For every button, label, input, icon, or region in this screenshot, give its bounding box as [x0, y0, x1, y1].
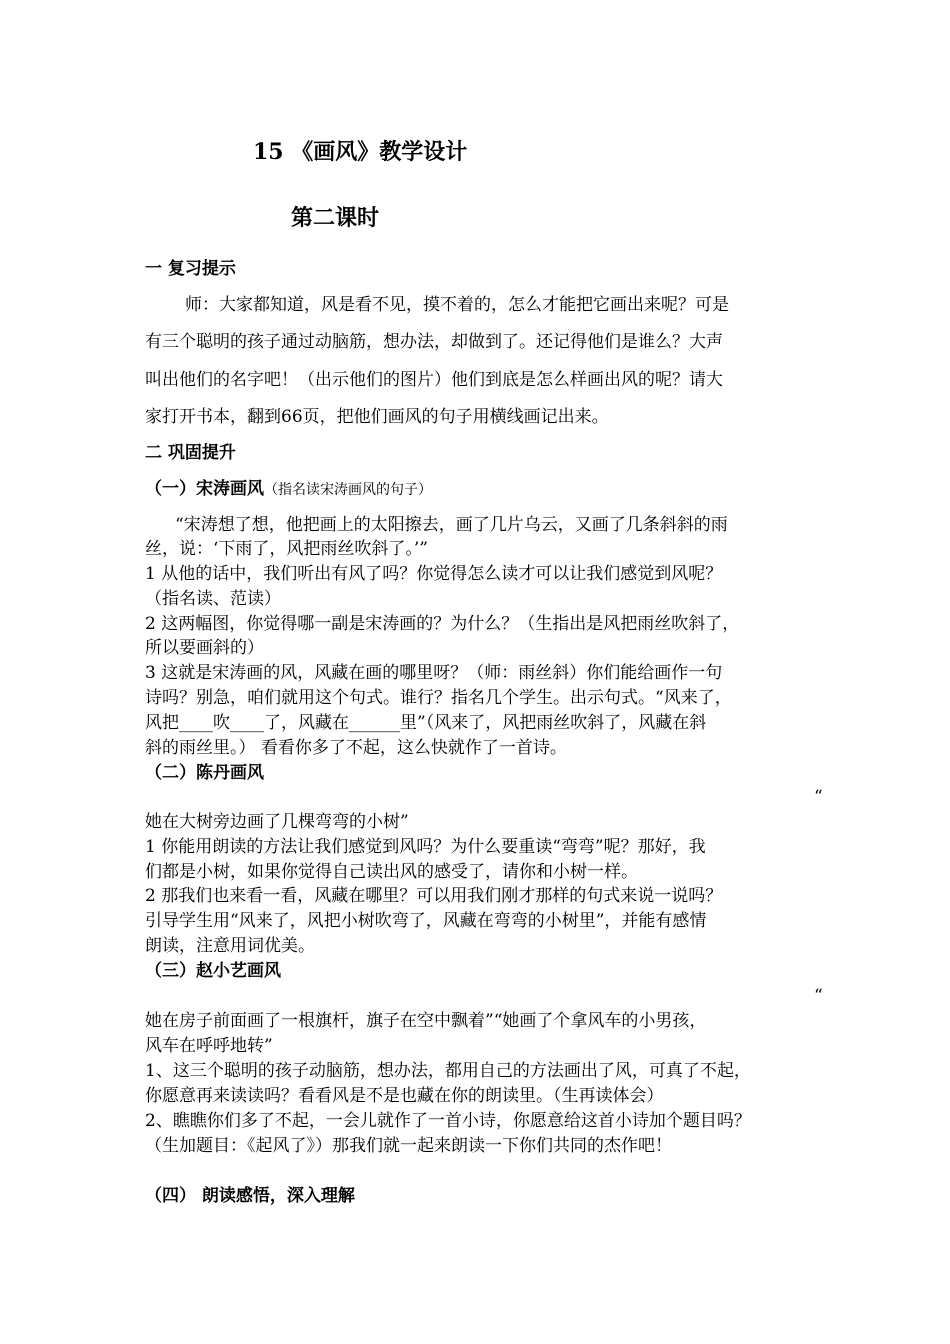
paragraph-line: 朗读，注意用词优美。 [145, 936, 315, 956]
paragraph-line: 师：大家都知道，风是看不见，摸不着的，怎么才能把它画出来呢？可是 [185, 295, 729, 315]
section-heading-2: 二 巩固提升 [145, 443, 236, 463]
paragraph-line: 你愿意再来读读吗？看看风是不是也藏在你的朗读里。（生再读体会） [145, 1086, 664, 1106]
paragraph-line: 斜的雨丝里。） 看看你多了不起，这么快就作了一首诗。 [145, 738, 567, 758]
paragraph-line: 2 这两幅图，你觉得哪一副是宋涛画的？为什么？（生指出是风把雨丝吹斜了， [145, 614, 740, 634]
document-title: 15 《画风》教学设计 [253, 139, 468, 165]
paragraph-line: 叫出他们的名字吧！（出示他们的图片）他们到底是怎么样画出风的呢？请大 [145, 370, 723, 390]
subsection-heading-1 [145, 479, 432, 500]
paragraph-line: 诗吗？别急，咱们就用这个句式。谁行？指名几个学生。出示句式。“风来了， [145, 688, 732, 708]
subsection-heading-3: （三）赵小艺画风 [145, 961, 281, 981]
paragraph-line: 风把____吹____了，风藏在______里”（风来了，风把雨丝吹斜了，风藏在斜 [145, 713, 707, 733]
paragraph-line: 3 这就是宋涛画的风，风藏在画的哪里呀？（师：雨丝斜）你们能给画作一句 [145, 663, 723, 683]
subsection-heading-4: （四） 朗读感悟，深入理解 [145, 1186, 355, 1206]
quote-mark: “ [814, 787, 823, 807]
section-heading-1: 一 复习提示 [145, 259, 236, 279]
paragraph-line: 有三个聪明的孩子通过动脑筋，想办法，却做到了。还记得他们是谁么？大声 [145, 332, 723, 352]
quote-line: 她在房子前面画了一根旗杆，旗子在空中飘着”“她画了个拿风车的小男孩， [145, 1011, 707, 1031]
quote-mark: “ [814, 986, 823, 1006]
paragraph-line: 们都是小树，如果你觉得自己读出风的感受了，请你和小树一样。 [145, 862, 638, 882]
paragraph-line: 引导学生用“风来了，风把小树吹弯了，风藏在弯弯的小树里”，并能有感情 [145, 911, 707, 931]
paragraph-line: 1、这三个聪明的孩子动脑筋，想办法，都用自己的方法画出了风，可真了不起， [145, 1061, 751, 1081]
paragraph-line: 1 从他的话中，我们听出有风了吗？你觉得怎么读才可以让我们感觉到风呢？ [145, 564, 723, 584]
paragraph-line: 家打开书本，翻到66页，把他们画风的句子用横线画记出来。 [145, 407, 609, 427]
quote-line: 她在大树旁边画了几棵弯弯的小树” [145, 812, 409, 832]
paragraph-line: 所以要画斜的） [145, 638, 264, 658]
paragraph-line: 2 那我们也来看一看，风藏在哪里？可以用我们刚才那样的句式来说一说吗？ [145, 886, 723, 906]
quote-line: 风车在呼呼地转” [145, 1036, 273, 1056]
paragraph-line: （生加题目：《起风了》）那我们就一起来朗读一下你们共同的杰作吧！ [145, 1136, 672, 1156]
quote-line: 丝，说：‘下雨了，风把雨丝吹斜了。’” [145, 539, 428, 559]
subsection-note: （指名读宋涛画风的句子） [264, 482, 432, 498]
quote-line: “宋涛想了想，他把画上的太阳擦去，画了几片乌云，又画了几条斜斜的雨 [175, 515, 728, 535]
paragraph-line: 2、瞧瞧你们多了不起，一会儿就作了一首小诗，你愿意给这首小诗加个题目吗？ [145, 1111, 751, 1131]
subsection-heading-2: （二）陈丹画风 [145, 763, 264, 783]
paragraph-line: （指名读、范读） [145, 589, 281, 609]
paragraph-line: 1 你能用朗读的方法让我们感觉到风吗？为什么要重读“弯弯”呢？那好，我 [145, 837, 706, 857]
document-subtitle: 第二课时 [291, 205, 380, 231]
subsection-title: （一）宋涛画风 [145, 479, 264, 499]
